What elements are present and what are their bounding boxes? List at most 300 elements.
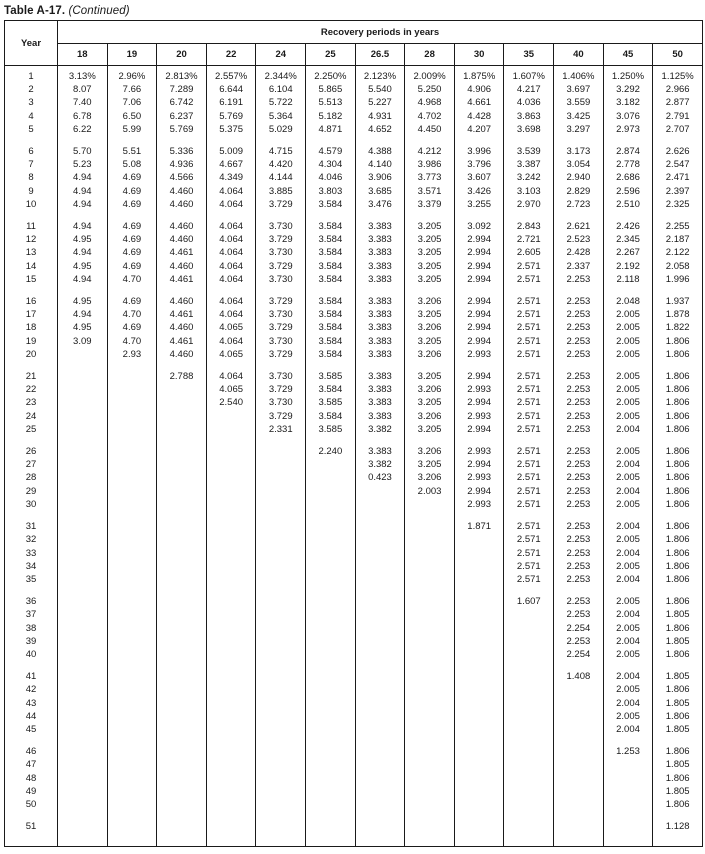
table-cell: [206, 670, 256, 683]
table-cell: [355, 498, 405, 511]
table-cell: 3.383: [355, 273, 405, 286]
spacer-cell: [653, 833, 703, 846]
year-cell: 11: [5, 220, 58, 233]
table-row: [5, 83, 703, 96]
table-cell: [58, 348, 108, 361]
table-cell: 4.95: [58, 260, 108, 273]
table-cell: 3.906: [355, 171, 405, 184]
table-cell: 2.005: [603, 410, 653, 423]
table-cell: [107, 423, 157, 436]
table-cell: [454, 635, 504, 648]
table-cell: 2.994: [454, 308, 504, 321]
spacer-cell: [355, 137, 405, 145]
spacer-cell: [603, 362, 653, 370]
table-cell: [306, 798, 356, 811]
table-cell: 3.796: [454, 158, 504, 171]
table-cell: 2.253: [554, 445, 604, 458]
table-cell: 4.064: [206, 295, 256, 308]
year-cell: 6: [5, 145, 58, 158]
year-column-header: Year: [5, 21, 58, 66]
table-cell: 3.206: [405, 321, 455, 334]
table-cell: 5.227: [355, 96, 405, 109]
table-cell: 2.994: [454, 485, 504, 498]
table-cell: [355, 595, 405, 608]
table-cell: [157, 798, 207, 811]
table-cell: 1.805: [653, 670, 703, 683]
table-cell: [355, 710, 405, 723]
table-cell: 3.383: [355, 321, 405, 334]
table-cell: [206, 520, 256, 533]
table-cell: 3.206: [405, 410, 455, 423]
table-cell: [107, 683, 157, 696]
table-cell: 3.730: [256, 246, 306, 259]
table-cell: 2.571: [504, 573, 554, 586]
table-cell: 2.471: [653, 171, 703, 184]
table-cell: 2.571: [504, 410, 554, 423]
table-cell: 2.571: [504, 396, 554, 409]
table-cell: [256, 758, 306, 771]
table-cell: 3.205: [405, 273, 455, 286]
spacer-cell: [5, 662, 58, 670]
table-cell: 2.994: [454, 321, 504, 334]
table-cell: [107, 785, 157, 798]
table-cell: [355, 798, 405, 811]
table-cell: 2.253: [554, 396, 604, 409]
year-cell: 26: [5, 445, 58, 458]
spacer-cell: [5, 812, 58, 820]
spacer-cell: [306, 737, 356, 745]
header-row-span: [5, 21, 703, 44]
table-row: [5, 595, 703, 608]
spacer-cell: [405, 737, 455, 745]
year-cell: 23: [5, 396, 58, 409]
table-cell: 1.806: [653, 533, 703, 546]
recovery-periods-header: Recovery periods in years: [58, 21, 703, 44]
table-cell: 2.993: [454, 383, 504, 396]
table-row: [5, 110, 703, 123]
table-cell: 3.607: [454, 171, 504, 184]
table-cell: 3.730: [256, 396, 306, 409]
spacer-cell: [504, 512, 554, 520]
table-cell: [107, 573, 157, 586]
table-cell: [256, 471, 306, 484]
table-cell: 4.69: [107, 198, 157, 211]
table-cell: [157, 485, 207, 498]
table-cell: 1.806: [653, 745, 703, 758]
table-cell: [554, 723, 604, 736]
table-cell: [206, 745, 256, 758]
table-row: [5, 198, 703, 211]
spacer-cell: [554, 512, 604, 520]
spacer-cell: [454, 662, 504, 670]
table-cell: [107, 745, 157, 758]
table-cell: 2.970: [504, 198, 554, 211]
spacer-cell: [355, 587, 405, 595]
spacer-cell: [355, 737, 405, 745]
table-cell: [107, 560, 157, 573]
table-cell: 2.253: [554, 410, 604, 423]
table-cell: [157, 458, 207, 471]
table-cell: [107, 485, 157, 498]
spacer-cell: [157, 812, 207, 820]
table-cell: 4.69: [107, 295, 157, 308]
table-cell: [206, 608, 256, 621]
year-cell: 22: [5, 383, 58, 396]
table-cell: 2.123%: [355, 70, 405, 83]
year-cell: 33: [5, 547, 58, 560]
table-cell: 2.004: [603, 458, 653, 471]
year-cell: 3: [5, 96, 58, 109]
table-cell: 1.806: [653, 573, 703, 586]
table-cell: 2.723: [554, 198, 604, 211]
table-cell: [554, 798, 604, 811]
spacer-cell: [256, 662, 306, 670]
spacer-cell: [653, 362, 703, 370]
table-cell: [405, 622, 455, 635]
table-cell: 3.584: [306, 348, 356, 361]
table-cell: 4.936: [157, 158, 207, 171]
year-cell: 5: [5, 123, 58, 136]
table-cell: 3.425: [554, 110, 604, 123]
table-cell: 2.994: [454, 260, 504, 273]
table-cell: 2.004: [603, 670, 653, 683]
table-cell: 5.182: [306, 110, 356, 123]
spacer-cell: [107, 437, 157, 445]
spacer-cell: [603, 737, 653, 745]
table-cell: 2.253: [554, 547, 604, 560]
table-cell: [107, 608, 157, 621]
table-cell: 2.843: [504, 220, 554, 233]
table-cell: 4.065: [206, 321, 256, 334]
table-cell: 2.877: [653, 96, 703, 109]
table-cell: [107, 798, 157, 811]
table-cell: 2.994: [454, 246, 504, 259]
table-cell: [256, 445, 306, 458]
year-cell: 30: [5, 498, 58, 511]
year-cell: 32: [5, 533, 58, 546]
spacer-cell: [5, 287, 58, 295]
table-cell: 4.94: [58, 220, 108, 233]
table-cell: [355, 683, 405, 696]
table-cell: [355, 573, 405, 586]
table-cell: [206, 622, 256, 635]
table-cell: [504, 622, 554, 635]
table-cell: 2.345: [603, 233, 653, 246]
table-cell: [157, 635, 207, 648]
table-cell: [58, 485, 108, 498]
table-cell: [58, 573, 108, 586]
table-cell: 2.253: [554, 308, 604, 321]
table-cell: 4.064: [206, 198, 256, 211]
table-cell: 3.996: [454, 145, 504, 158]
table-cell: 4.065: [206, 348, 256, 361]
table-cell: [554, 683, 604, 696]
table-cell: 3.206: [405, 348, 455, 361]
table-cell: 1.806: [653, 622, 703, 635]
table-cell: 2.004: [603, 520, 653, 533]
table-cell: 2.540: [206, 396, 256, 409]
table-cell: 1.128: [653, 820, 703, 833]
table-cell: 2.005: [603, 595, 653, 608]
table-cell: 3.584: [306, 220, 356, 233]
table-cell: 2.813%: [157, 70, 207, 83]
table-cell: [355, 670, 405, 683]
table-cell: 4.064: [206, 233, 256, 246]
table-cell: [306, 635, 356, 648]
table-cell: [405, 820, 455, 833]
table-cell: [58, 533, 108, 546]
table-row: [5, 635, 703, 648]
table-cell: 2.571: [504, 383, 554, 396]
table-cell: [306, 710, 356, 723]
table-cell: [157, 648, 207, 661]
table-cell: [306, 785, 356, 798]
table-cell: [603, 772, 653, 785]
table-cell: 3.986: [405, 158, 455, 171]
year-cell: 27: [5, 458, 58, 471]
table-row: [5, 171, 703, 184]
table-cell: 2.250%: [306, 70, 356, 83]
table-cell: 2.707: [653, 123, 703, 136]
table-cell: 2.571: [504, 423, 554, 436]
table-cell: 2.571: [504, 498, 554, 511]
spacer-cell: [454, 812, 504, 820]
table-cell: 4.906: [454, 83, 504, 96]
table-cell: 3.584: [306, 308, 356, 321]
table-cell: [107, 723, 157, 736]
spacer-cell: [5, 212, 58, 220]
spacer-cell: [603, 812, 653, 820]
table-cell: [157, 758, 207, 771]
year-cell: 35: [5, 573, 58, 586]
spacer-cell: [554, 137, 604, 145]
table-cell: 3.730: [256, 220, 306, 233]
table-cell: [58, 798, 108, 811]
table-cell: 2.96%: [107, 70, 157, 83]
table-cell: [206, 485, 256, 498]
table-cell: 2.571: [504, 547, 554, 560]
table-row: [5, 295, 703, 308]
column-header: 22: [206, 44, 256, 66]
table-cell: 1.806: [653, 383, 703, 396]
spacer-cell: [554, 287, 604, 295]
table-cell: 4.94: [58, 308, 108, 321]
table-row: [5, 246, 703, 259]
table-cell: [306, 772, 356, 785]
table-cell: 4.69: [107, 220, 157, 233]
table-cell: 2.571: [504, 308, 554, 321]
table-cell: [256, 670, 306, 683]
table-cell: [355, 772, 405, 785]
spacer-cell: [306, 833, 356, 846]
table-cell: 2.004: [603, 697, 653, 710]
table-cell: 6.78: [58, 110, 108, 123]
table-row: [5, 445, 703, 458]
table-cell: [504, 710, 554, 723]
table-cell: 1.806: [653, 710, 703, 723]
table-cell: 2.994: [454, 370, 504, 383]
table-cell: [157, 670, 207, 683]
table-cell: 1.878: [653, 308, 703, 321]
spacer-cell: [256, 812, 306, 820]
table-cell: [256, 745, 306, 758]
table-row: [5, 458, 703, 471]
spacer-cell: [454, 512, 504, 520]
table-cell: 1.806: [653, 498, 703, 511]
year-cell: 44: [5, 710, 58, 723]
table-cell: [256, 785, 306, 798]
table-cell: 2.686: [603, 171, 653, 184]
table-cell: [306, 520, 356, 533]
table-cell: [355, 622, 405, 635]
table-cell: 7.289: [157, 83, 207, 96]
table-row: [5, 233, 703, 246]
table-cell: 4.420: [256, 158, 306, 171]
table-cell: 2.009%: [405, 70, 455, 83]
table-title: [0, 0, 705, 20]
spacer-cell: [405, 287, 455, 295]
table-row: [5, 423, 703, 436]
table-cell: [454, 758, 504, 771]
table-cell: [355, 560, 405, 573]
table-cell: [454, 648, 504, 661]
table-cell: 2.571: [504, 295, 554, 308]
table-cell: 4.461: [157, 246, 207, 259]
table-cell: [58, 445, 108, 458]
spacer-row: [5, 362, 703, 370]
table-cell: 3.206: [405, 295, 455, 308]
table-cell: 1.806: [653, 683, 703, 696]
table-cell: 6.237: [157, 110, 207, 123]
spacer-cell: [653, 812, 703, 820]
spacer-cell: [256, 833, 306, 846]
table-cell: 3.242: [504, 171, 554, 184]
spacer-cell: [5, 587, 58, 595]
table-cell: 2.254: [554, 648, 604, 661]
table-cell: 2.005: [603, 335, 653, 348]
spacer-cell: [405, 812, 455, 820]
table-cell: [107, 370, 157, 383]
table-row: [5, 123, 703, 136]
table-cell: 2.253: [554, 573, 604, 586]
table-cell: 2.571: [504, 260, 554, 273]
table-cell: 3.803: [306, 185, 356, 198]
table-cell: 5.08: [107, 158, 157, 171]
table-cell: 2.571: [504, 321, 554, 334]
table-cell: 4.94: [58, 185, 108, 198]
table-cell: [405, 595, 455, 608]
spacer-cell: [405, 137, 455, 145]
table-cell: [157, 573, 207, 586]
table-cell: [107, 458, 157, 471]
spacer-cell: [355, 287, 405, 295]
table-body: [5, 66, 703, 847]
table-cell: [256, 458, 306, 471]
table-cell: 3.205: [405, 246, 455, 259]
table-cell: 5.769: [157, 123, 207, 136]
table-cell: [355, 820, 405, 833]
table-cell: [107, 595, 157, 608]
spacer-cell: [58, 437, 108, 445]
table-cell: 3.730: [256, 370, 306, 383]
table-cell: 3.584: [306, 410, 356, 423]
table-cell: [355, 745, 405, 758]
table-cell: 4.064: [206, 308, 256, 321]
table-cell: 2.253: [554, 485, 604, 498]
table-cell: [157, 697, 207, 710]
table-cell: 2.994: [454, 423, 504, 436]
table-cell: 3.729: [256, 321, 306, 334]
table-cell: [256, 820, 306, 833]
table-cell: [206, 758, 256, 771]
spacer-cell: [405, 212, 455, 220]
table-cell: [206, 533, 256, 546]
spacer-row: [5, 437, 703, 445]
table-cell: [554, 758, 604, 771]
table-cell: [206, 710, 256, 723]
table-cell: [206, 683, 256, 696]
table-cell: [206, 423, 256, 436]
spacer-row: [5, 812, 703, 820]
table-cell: 2.571: [504, 348, 554, 361]
table-cell: 3.729: [256, 260, 306, 273]
table-cell: 2.966: [653, 83, 703, 96]
table-cell: [107, 710, 157, 723]
spacer-cell: [107, 512, 157, 520]
table-row: [5, 520, 703, 533]
table-cell: [107, 383, 157, 396]
table-cell: 4.144: [256, 171, 306, 184]
table-cell: [157, 710, 207, 723]
spacer-cell: [206, 662, 256, 670]
table-row: [5, 608, 703, 621]
spacer-cell: [603, 437, 653, 445]
spacer-cell: [405, 437, 455, 445]
spacer-cell: [256, 437, 306, 445]
table-cell: 2.571: [504, 273, 554, 286]
table-cell: [405, 723, 455, 736]
table-cell: [157, 560, 207, 573]
table-cell: 4.95: [58, 321, 108, 334]
table-cell: 2.004: [603, 547, 653, 560]
table-cell: 2.003: [405, 485, 455, 498]
table-cell: 4.064: [206, 335, 256, 348]
table-cell: 3.205: [405, 308, 455, 321]
table-cell: 6.104: [256, 83, 306, 96]
year-cell: 16: [5, 295, 58, 308]
spacer-cell: [306, 212, 356, 220]
table-cell: 1.806: [653, 485, 703, 498]
table-cell: [206, 820, 256, 833]
table-cell: [256, 697, 306, 710]
table-cell: [58, 622, 108, 635]
spacer-cell: [58, 833, 108, 846]
table-cell: [206, 573, 256, 586]
year-cell: 37: [5, 608, 58, 621]
table-cell: [554, 772, 604, 785]
table-row: [5, 798, 703, 811]
table-cell: 2.253: [554, 321, 604, 334]
table-cell: 1.806: [653, 520, 703, 533]
table-cell: 3.571: [405, 185, 455, 198]
table-cell: 2.253: [554, 458, 604, 471]
table-cell: [454, 798, 504, 811]
spacer-cell: [355, 362, 405, 370]
table-cell: 5.513: [306, 96, 356, 109]
table-cell: 1.805: [653, 785, 703, 798]
year-cell: 41: [5, 670, 58, 683]
table-cell: [157, 410, 207, 423]
